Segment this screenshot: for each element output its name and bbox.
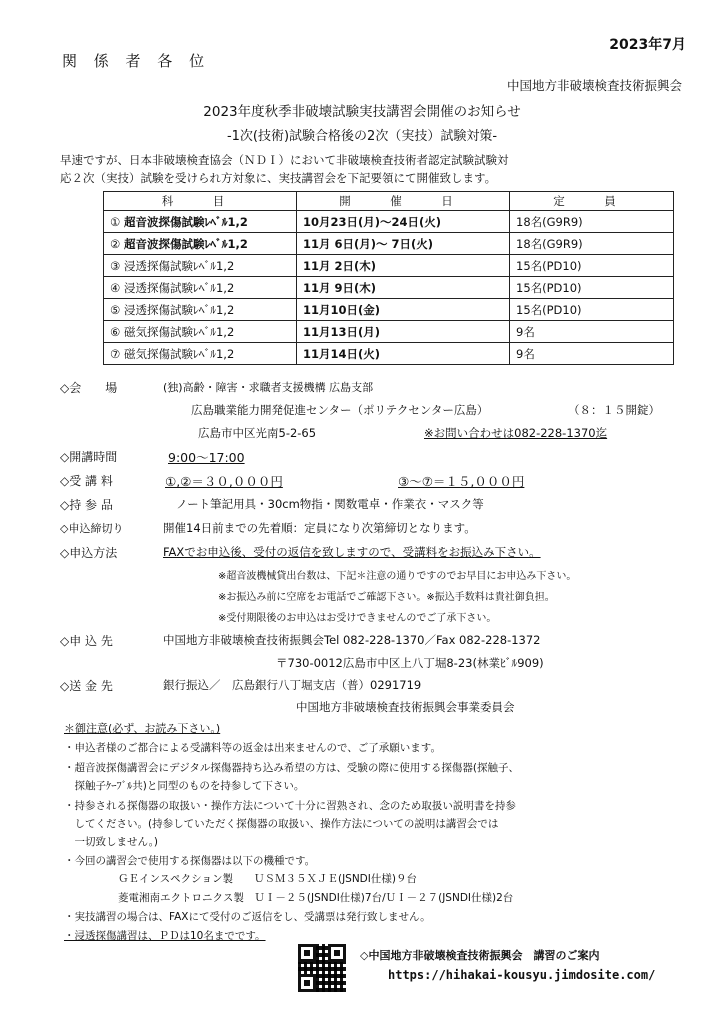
row-number: ⑥ <box>110 324 121 339</box>
method-value: FAXでお申込後、受付の返信を致しますので、受講料をお振込み下さい。 <box>163 545 541 559</box>
header-capacity: 定 員 <box>510 192 674 211</box>
table-row <box>104 233 674 255</box>
header-subject: 科 目 <box>104 192 297 211</box>
method-label: ◇申込方法 <box>60 546 118 560</box>
subject-label: 磁気探傷試験ﾚﾍﾞﾙ1,2 <box>123 346 235 361</box>
course-schedule-table <box>103 191 674 365</box>
organization-name: 中国地方非破壊検査技術振興会 <box>506 78 682 93</box>
intro-line-2: 応２次（実技）試験を受けられ方対象に、実技講習会を下記要領にて開催致します。 <box>60 171 497 185</box>
remit-committee: 中国地方非破壊検査技術振興会事業委員会 <box>296 700 515 714</box>
note-line: ・持参される探傷器の取扱い・操作方法について十分に習熟され、念のため取扱い説明書を持参 <box>64 800 516 812</box>
row-subject <box>104 321 297 343</box>
table-header-row <box>104 192 674 211</box>
fee-label: ◇受 講 料 <box>60 474 113 488</box>
header-date: 開 催 日 <box>297 192 510 211</box>
venue-label: ◇会 場 <box>60 381 118 395</box>
note-line: してください。(持参していただく探傷器の取扱い、操作方法についての説明は講習会では <box>64 818 499 830</box>
subject-label: 磁気探傷試験ﾚﾍﾞﾙ1,2 <box>123 324 235 339</box>
footer-guide: ◇中国地方非破壊検査技術振興会 講習のご案内 <box>360 949 600 962</box>
subject-label: 超音波探傷試験ﾚﾍﾞﾙ1,2 <box>123 236 248 251</box>
row-date: 11月 6日(月)～ 7日(火) <box>297 233 510 255</box>
row-subject <box>104 343 297 365</box>
deadline-value: 開催14日前までの先着順：定員になり次第締切となります。 <box>163 521 476 535</box>
venue-organization: (独)高齢・障害・求職者支援機構 広島支部 <box>163 381 374 394</box>
device-line-2: 菱電湘南エクトロニクス製 ＵＩ－２５(JSNDI仕様)7台/ＵＩ－２７(JSNDI仕様)2台 <box>118 892 514 904</box>
row-number: ③ <box>110 258 121 273</box>
subject-label: 浸透探傷試験ﾚﾍﾞﾙ1,2 <box>123 302 235 317</box>
inquiry-phone: ※お問い合わせは082-228-1370迄 <box>424 426 608 440</box>
apply-label: ◇申 込 先 <box>60 634 113 648</box>
row-date: 11月 9日(木) <box>297 277 510 299</box>
venue-center: 広島職業能力開発促進センター（ポリテクセンター広島） <box>191 403 489 417</box>
note-line: ・浸透探傷講習は、ＰＤは10名までです。 <box>64 930 266 942</box>
row-date: 11月10日(金) <box>297 299 510 321</box>
footer-url-link[interactable]: https://hihakai-kousyu.jimdosite.com/ <box>388 968 656 982</box>
fee-course-3-7: ③～⑦＝１５,０００円 <box>398 474 525 489</box>
row-date: 10月23日(月)～24日(火) <box>297 211 510 233</box>
row-date: 11月14日(火) <box>297 343 510 365</box>
row-date: 11月13日(月) <box>297 321 510 343</box>
row-subject <box>104 299 297 321</box>
deadline-label: ◇申込締切り <box>60 522 124 535</box>
row-capacity: 9名 <box>510 321 674 343</box>
items-label: ◇持 参 品 <box>60 498 113 512</box>
table-row <box>104 321 674 343</box>
note-line: 一切致しません。) <box>64 836 158 848</box>
time-label: ◇開講時間 <box>60 450 118 464</box>
note-line: ・実技講習の場合は、FAXにて受付のご返信をし、受講票は発行致しません。 <box>64 911 431 923</box>
items-value: ノート筆記用具・30cm物指・関数電卓・作業衣・マスク等 <box>176 497 484 511</box>
apply-contact: 中国地方非破壊検査技術振興会Tel 082-228-1370／Fax 082-228-1372 <box>163 633 541 647</box>
remit-label: ◇送 金 先 <box>60 679 113 693</box>
row-subject <box>104 277 297 299</box>
device-line-1: ＧＥインスペクション製 ＵＳＭ３５ＸＪＥ(JSNDI仕様)９台 <box>118 873 417 885</box>
apply-address: 〒730-0012広島市中区上八丁堀8-23(林業ﾋﾞﾙ909) <box>276 656 544 670</box>
row-subject <box>104 233 297 255</box>
row-date: 11月 2日(木) <box>297 255 510 277</box>
subject-label: 浸透探傷試験ﾚﾍﾞﾙ1,2 <box>123 280 235 295</box>
subject-label: 浸透探傷試験ﾚﾍﾞﾙ1,2 <box>123 258 235 273</box>
subject-label: 超音波探傷試験ﾚﾍﾞﾙ1,2 <box>123 214 248 229</box>
row-number: ① <box>110 214 121 229</box>
venue-address: 広島市中区光南5-2-65 <box>198 426 317 440</box>
row-capacity: 9名 <box>510 343 674 365</box>
notes-title: ＊御注意(必ず、お読み下さい。) <box>64 722 221 735</box>
row-number: ⑦ <box>110 346 121 361</box>
table-row <box>104 299 674 321</box>
row-capacity: 18名(G9R9) <box>510 211 674 233</box>
row-subject <box>104 255 297 277</box>
row-number: ⑤ <box>110 302 121 317</box>
qr-code-icon[interactable] <box>298 944 346 992</box>
document-title: 2023年度秋季非破壊試験実技講習会開催のお知らせ <box>203 104 521 120</box>
row-number: ④ <box>110 280 121 295</box>
method-note-2: ※お振込み前に空席をお電話でご確認下さい。※振込手数料は貴社御負担。 <box>218 592 555 603</box>
intro-line-1: 早速ですが、日本非破壊検査協会（ＮＤＩ）において非破壊検査技術者認定試験試験対 <box>60 153 509 167</box>
row-capacity: 18名(G9R9) <box>510 233 674 255</box>
time-value: 9:00～17:00 <box>168 450 245 465</box>
venue-open-time: （８：１５開錠） <box>568 403 660 417</box>
row-capacity: 15名(PD10) <box>510 299 674 321</box>
table-row <box>104 211 674 233</box>
note-line: ・申込者様のご都合による受講料等の返金は出来ませんので、ご了承願います。 <box>64 742 441 754</box>
table-row <box>104 255 674 277</box>
remit-bank: 銀行振込／ 広島銀行八丁堀支店（普）0291719 <box>163 678 422 692</box>
row-capacity: 15名(PD10) <box>510 255 674 277</box>
method-note-1: ※超音波機械貸出台数は、下記＊注意の通りですのでお早目にお申込み下さい。 <box>218 571 577 582</box>
document-subtitle: -1次(技術)試験合格後の2次（実技）試験対策- <box>226 129 498 144</box>
method-note-3: ※受付期限後のお申込はお受けできませんのでご了承下さい。 <box>218 613 497 624</box>
document-date: 2023年7月 <box>609 37 686 53</box>
row-number: ② <box>110 236 121 251</box>
note-line: ・超音波探傷講習会にデジタル探傷器持ち込み希望の方は、受験の際に使用する探傷器(探触子、 <box>64 762 519 774</box>
note-line: 探触子ｹｰﾌﾞﾙ共)と同型のものを持参して下さい。 <box>64 780 305 792</box>
table-row <box>104 277 674 299</box>
fee-course-1-2: ①,②＝３０,０００円 <box>165 474 283 489</box>
addressee: 関 係 者 各 位 <box>62 52 211 70</box>
note-line: ・今回の講習会で使用する探傷器は以下の機種です。 <box>64 855 316 867</box>
row-subject <box>104 211 297 233</box>
row-capacity: 15名(PD10) <box>510 277 674 299</box>
table-row <box>104 343 674 365</box>
